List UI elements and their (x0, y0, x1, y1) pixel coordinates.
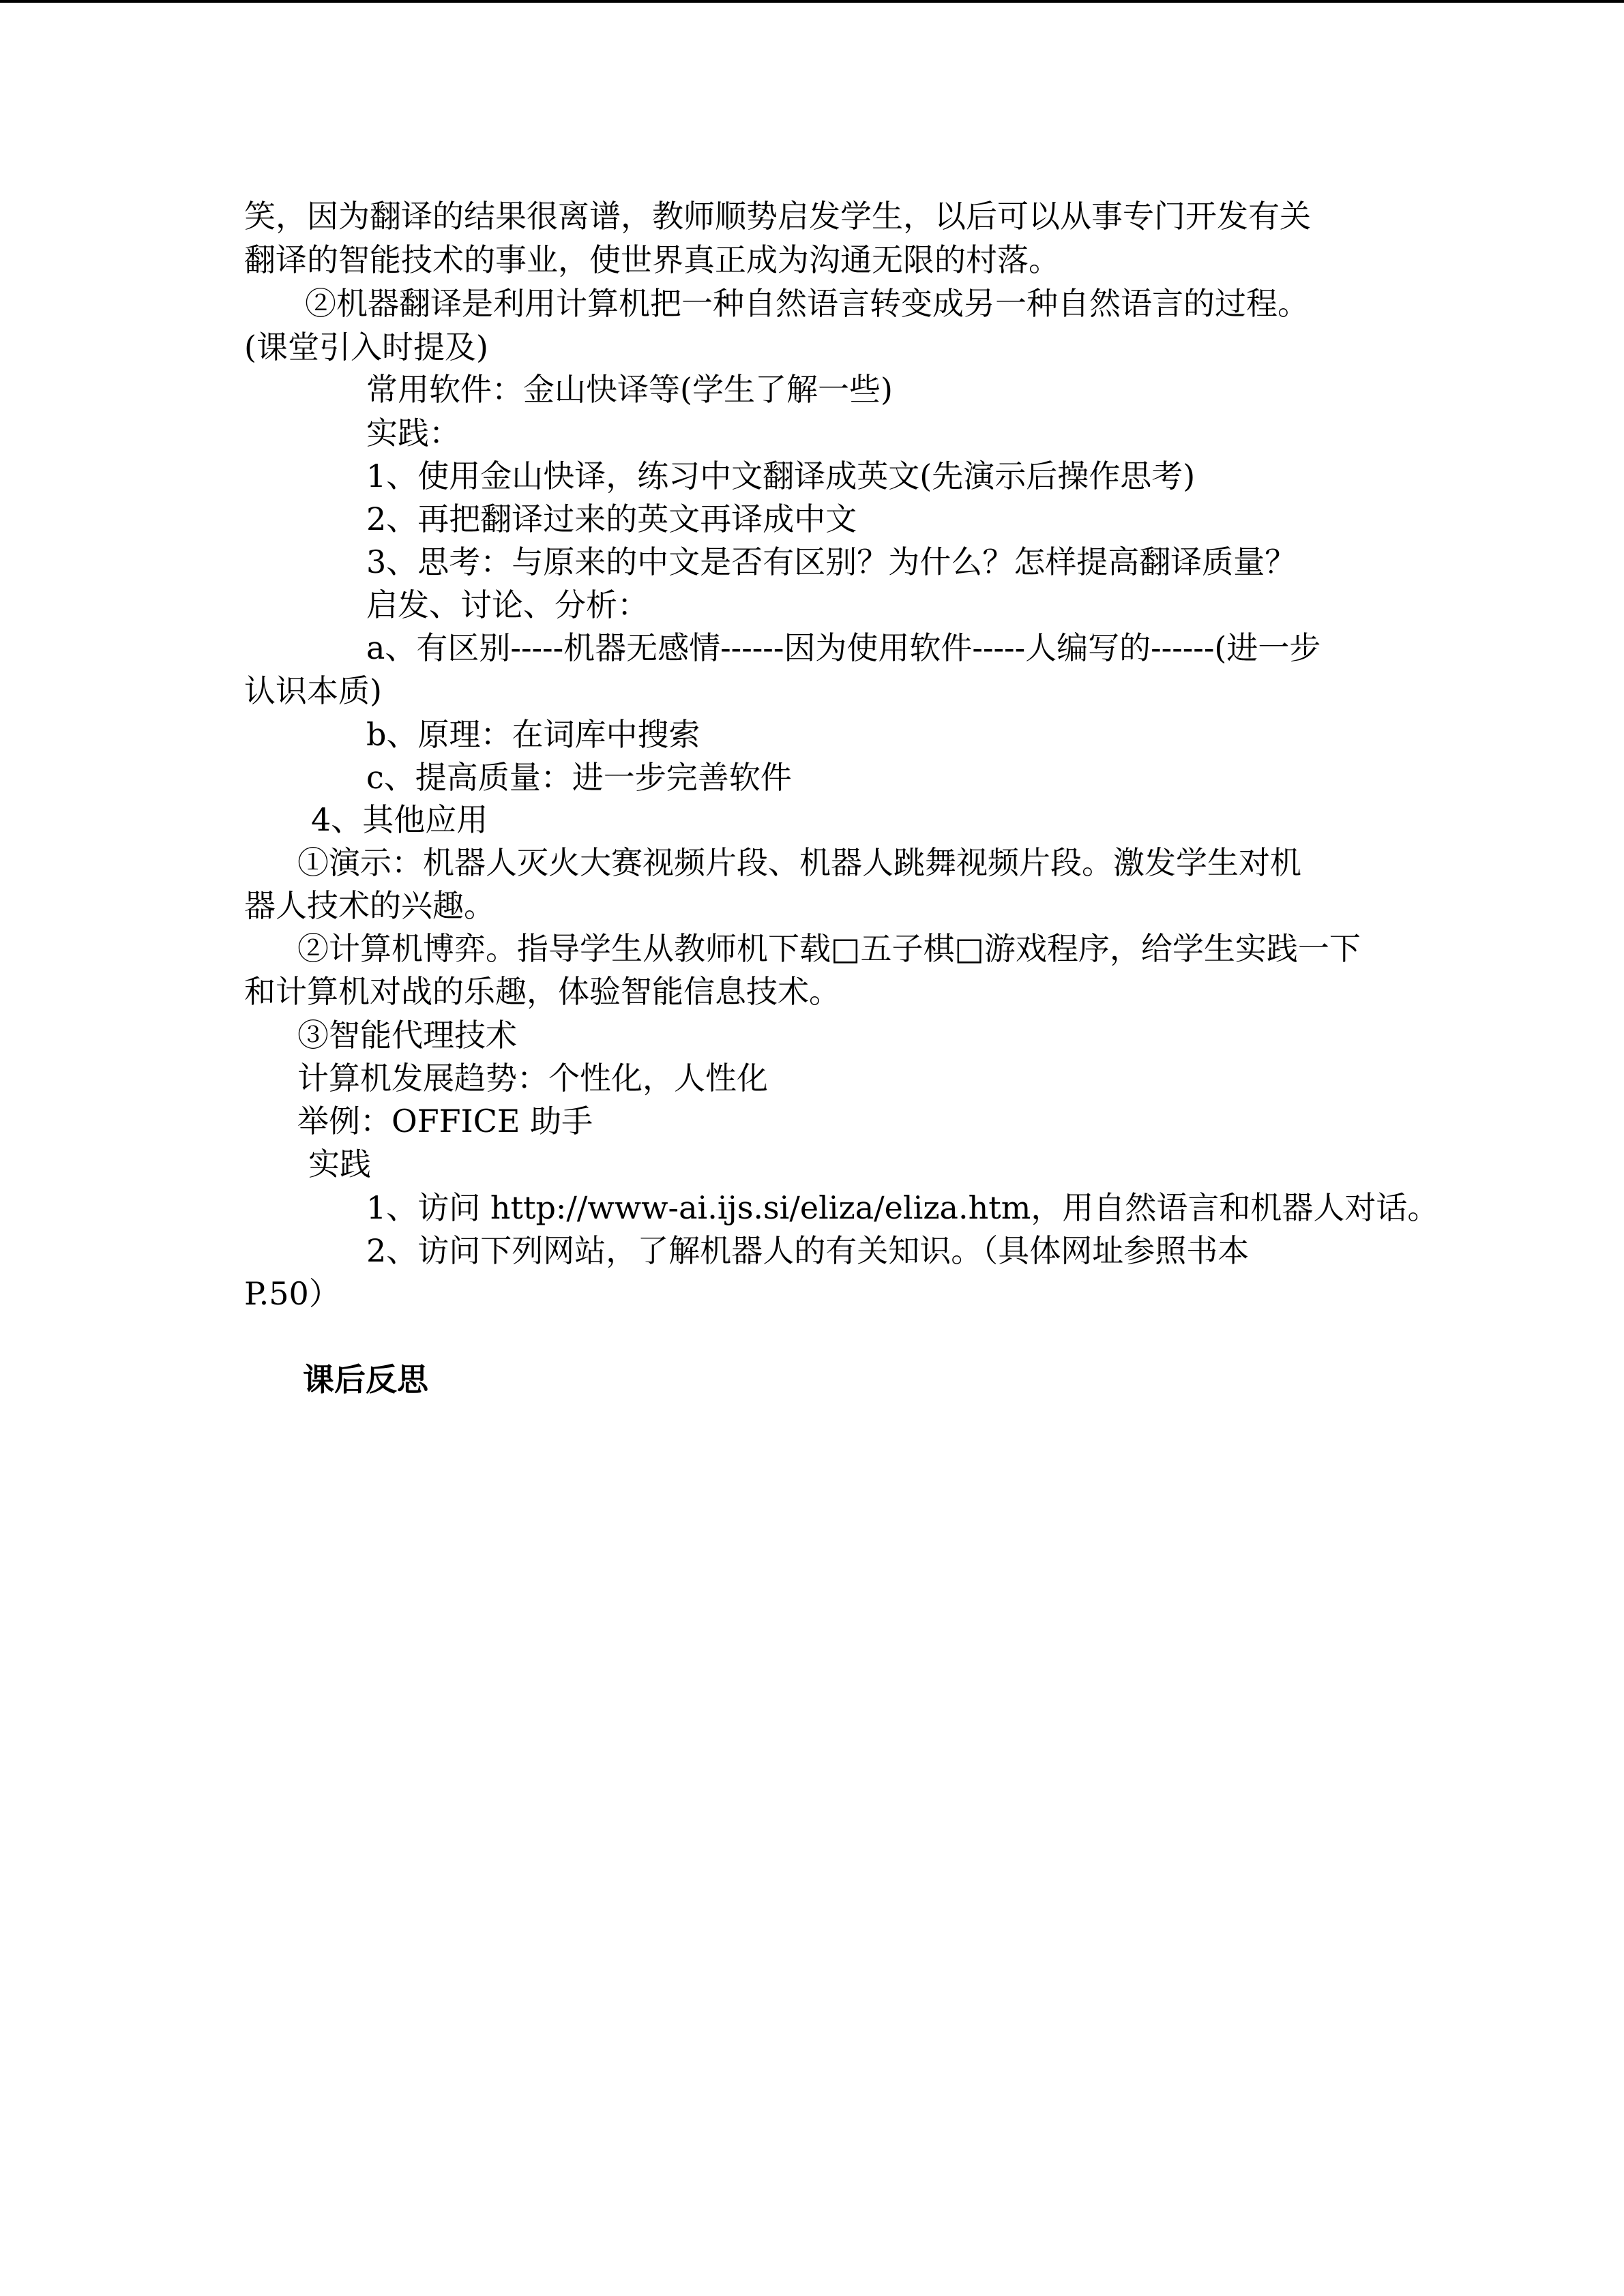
paragraph-line-8: 2、再把翻译过来的英文再译成中文 (366, 501, 857, 537)
paragraph-line-13: b、原理：在词库中搜索 (366, 716, 700, 753)
paragraph-line-19: 和计算机对战的乐趣，体验智能信息技术。 (244, 973, 840, 1010)
paragraph-line-6: 实践： (366, 415, 460, 451)
paragraph-line-11: a、有区别-----机器无感情------因为使用软件-----人编写的------(进一步 (366, 629, 1321, 666)
paragraph-line-23: 实践 (308, 1146, 371, 1182)
paragraph-line-20: ③智能代理技术 (297, 1017, 517, 1054)
paragraph-line-22: 举例：OFFICE 助手 (297, 1103, 593, 1139)
paragraph-line-3: ②机器翻译是利用计算机把一种自然语言转变成另一种自然语言的过程。 (305, 285, 1309, 322)
paragraph-line-4: (课堂引入时提及) (244, 329, 488, 366)
paragraph-line-10: 启发、讨论、分析： (366, 586, 649, 623)
paragraph-line-24: 1、访问 http://www-ai.ijs.si/eliza/eliza.htm，用自然语言和机器人对话。 (366, 1189, 1439, 1226)
paragraph-line-2: 翻译的智能技术的事业，使世界真正成为沟通无限的村落。 (244, 241, 1060, 278)
paragraph-line-1: 笑，因为翻译的结果很离谱，教师顺势启发学生，以后可以从事专门开发有关 (244, 198, 1311, 235)
page-top-border (0, 0, 1624, 3)
paragraph-line-17: 器人技术的兴趣。 (244, 887, 495, 924)
paragraph-line-18: ②计算机博弈。指导学生从教师机下载□五子棋□游戏程序，给学生实践一下 (297, 930, 1361, 967)
paragraph-line-5: 常用软件：金山快译等(学生了解一些) (366, 371, 893, 408)
paragraph-line-12: 认识本质) (244, 672, 382, 709)
paragraph-line-14: c、提高质量：进一步完善软件 (366, 759, 792, 796)
paragraph-line-7: 1、使用金山快译，练习中文翻译成英文(先演示后操作思考) (366, 458, 1196, 494)
paragraph-line-26: P.50） (244, 1275, 340, 1312)
section-heading-reflection: 课后反思 (303, 1361, 428, 1398)
paragraph-line-16: ①演示：机器人灭火大赛视频片段、机器人跳舞视频片段。激发学生对机 (297, 844, 1301, 881)
paragraph-line-25: 2、访问下列网站，了解机器人的有关知识。（具体网址参照书本 (366, 1232, 1250, 1269)
paragraph-line-9: 3、思考：与原来的中文是否有区别？为什么？怎样提高翻译质量？ (366, 543, 1297, 580)
paragraph-line-15: 4、其他应用 (311, 801, 488, 838)
paragraph-line-21: 计算机发展趋势：个性化，人性化 (297, 1060, 768, 1097)
